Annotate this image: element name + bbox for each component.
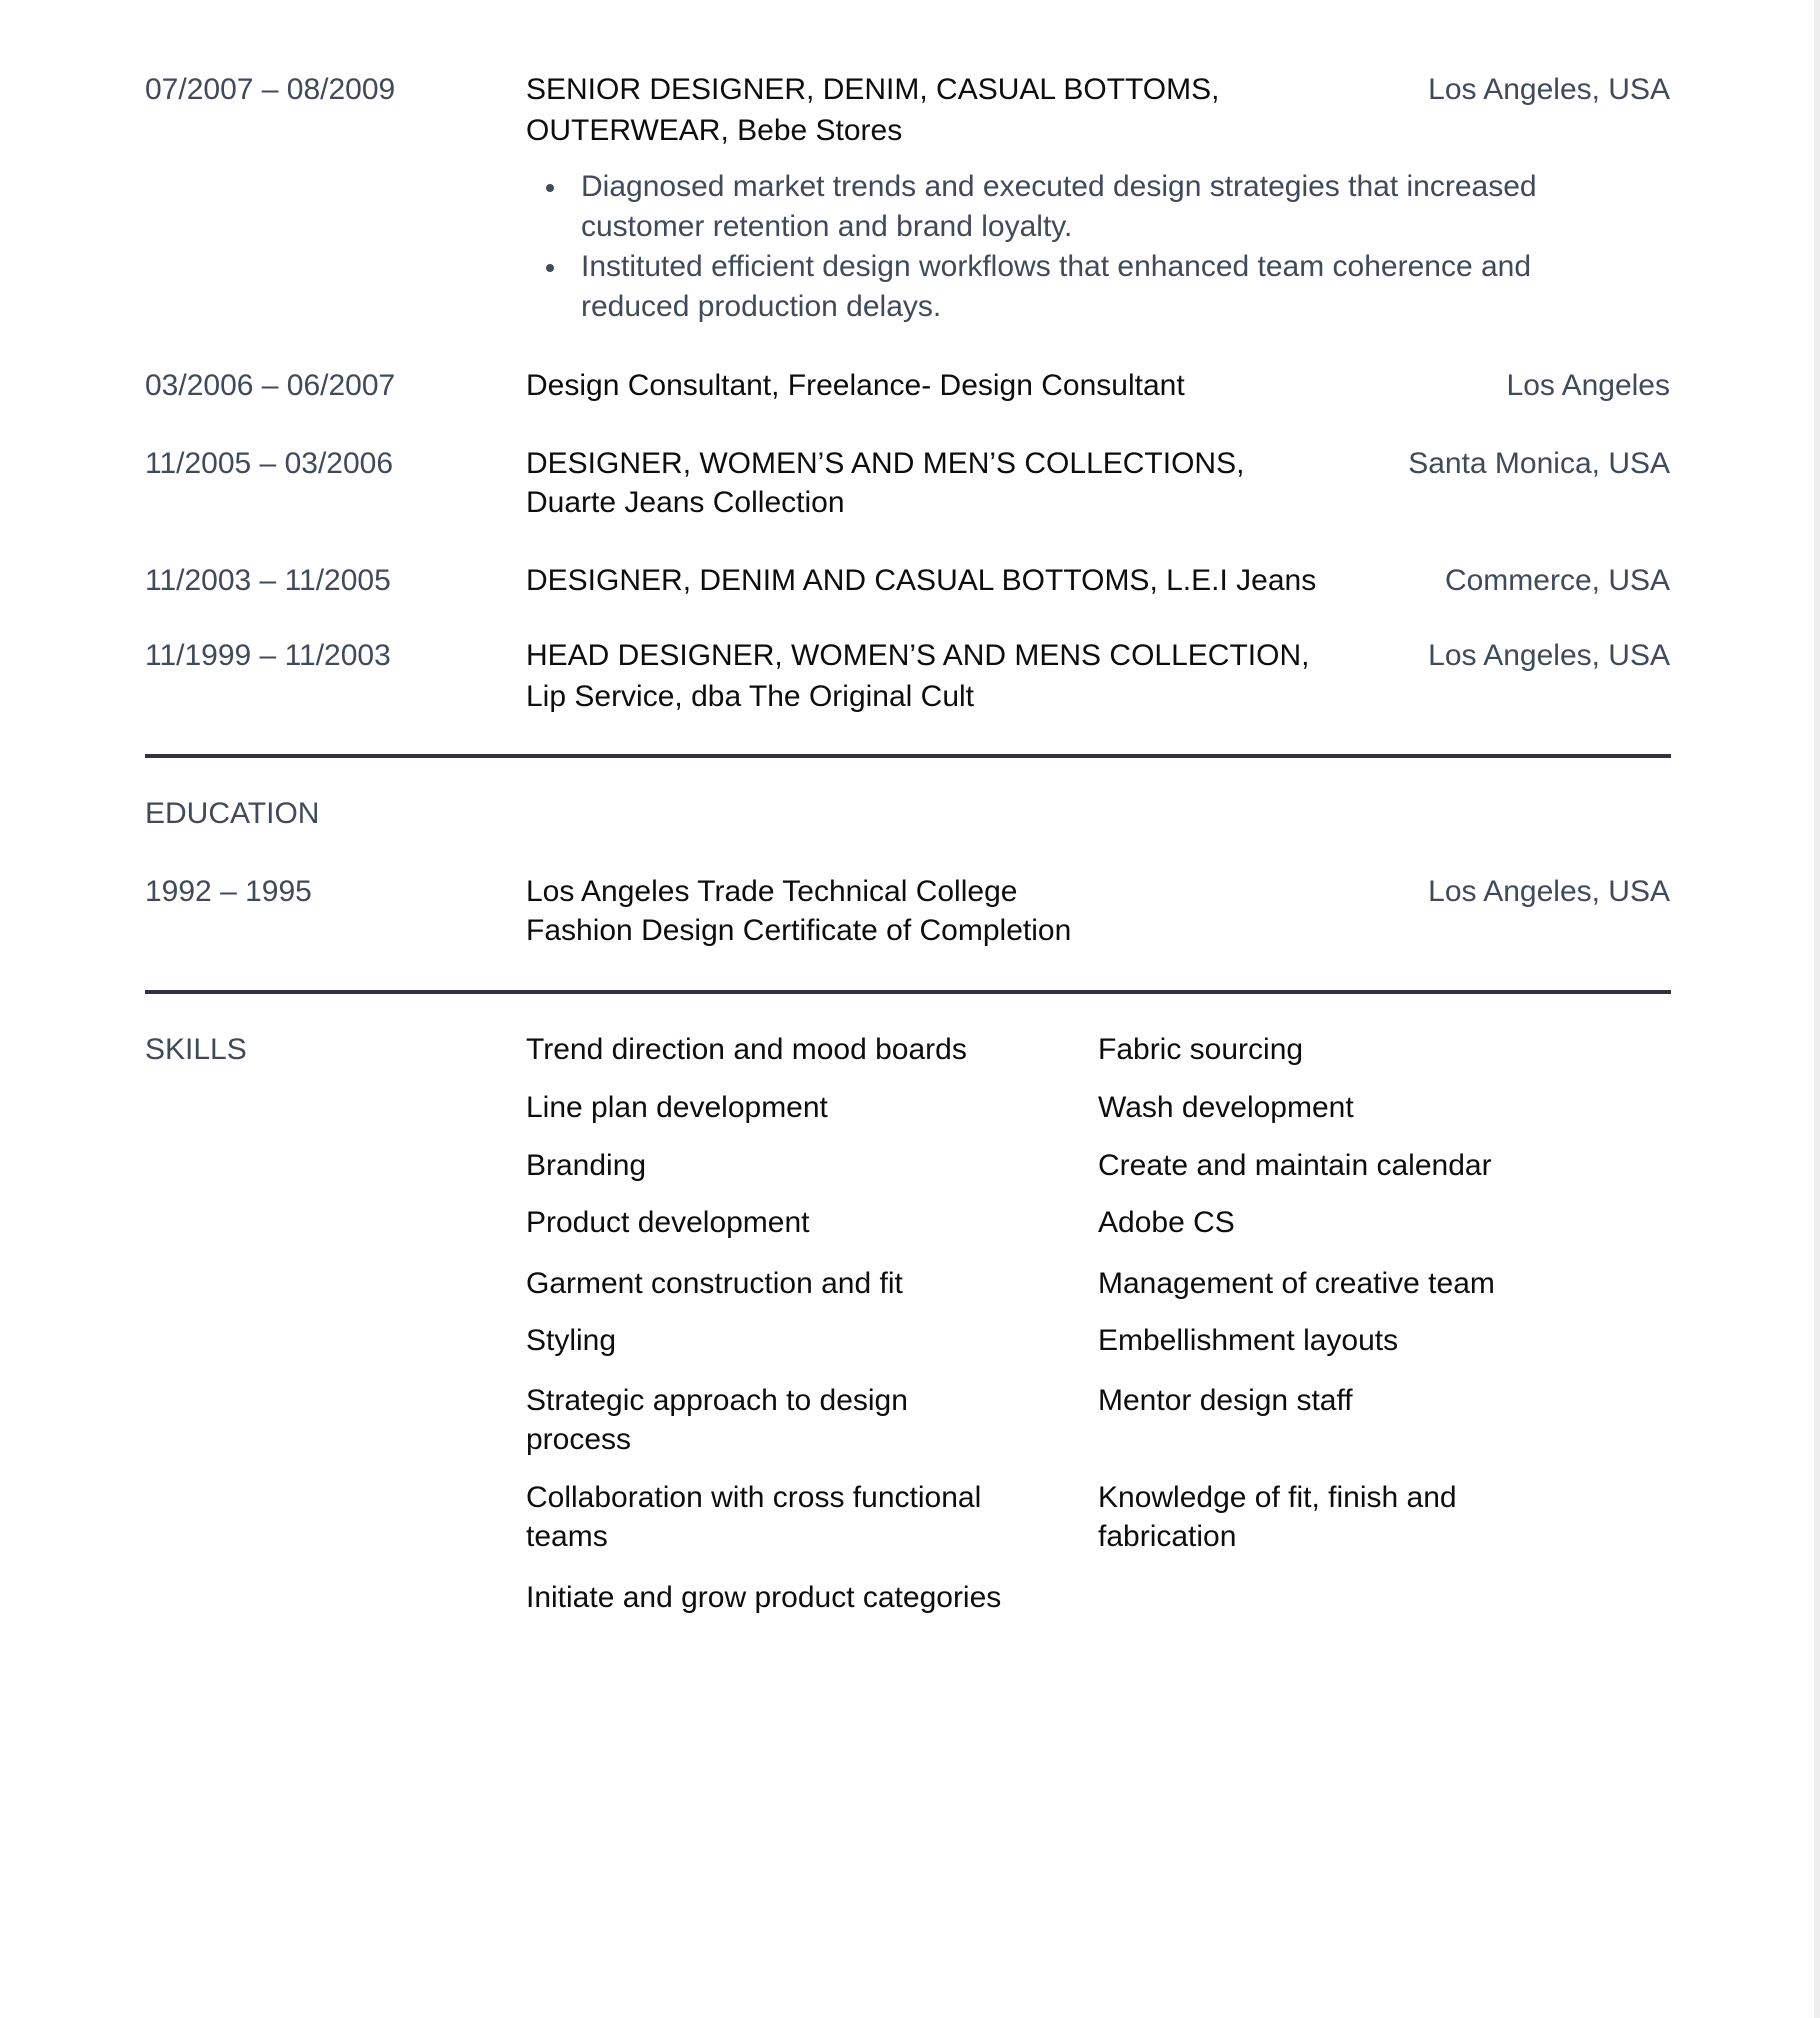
education-school: Los Angeles Trade Technical College — [526, 875, 1018, 908]
section-divider — [145, 990, 1671, 994]
education-heading: EDUCATION — [145, 797, 320, 830]
skill-item: Strategic approach to design process — [526, 1384, 908, 1456]
skill-item: Create and maintain calendar — [1098, 1149, 1492, 1182]
job-location: Los Angeles — [1506, 369, 1670, 402]
job-title: HEAD DESIGNER, WOMEN’S AND MENS COLLECTION, — [526, 639, 1310, 672]
skill-item: Wash development — [1098, 1091, 1354, 1124]
education-dates: 1992 – 1995 — [145, 875, 312, 908]
job-dates: 03/2006 – 06/2007 — [145, 369, 396, 402]
section-divider — [145, 754, 1671, 758]
skill-item: Embellishment layouts — [1098, 1324, 1399, 1357]
skill-item: Adobe CS — [1098, 1206, 1235, 1239]
skill-item: Line plan development — [526, 1091, 828, 1124]
skill-item: Fabric sourcing — [1098, 1033, 1304, 1066]
job-bullets — [526, 167, 1676, 327]
education-location: Los Angeles, USA — [1428, 875, 1670, 908]
job-location: Los Angeles, USA — [1428, 639, 1670, 672]
job-location: Los Angeles, USA — [1428, 73, 1670, 106]
job-title: DESIGNER, WOMEN’S AND MEN’S COLLECTIONS, — [526, 447, 1245, 480]
skill-item: Branding — [526, 1149, 647, 1182]
job-dates: 11/2003 – 11/2005 — [145, 564, 391, 597]
job-dates: 07/2007 – 08/2009 — [145, 73, 396, 106]
bullet-item: Diagnosed market trends and executed design strategies that increased customer retention and brand loyalty. — [526, 167, 1676, 247]
job-location: Santa Monica, USA — [1408, 447, 1670, 480]
skill-item: Mentor design staff — [1098, 1384, 1353, 1417]
job-dates: 11/2005 – 03/2006 — [145, 447, 394, 480]
skill-item: Knowledge of fit, finish and fabrication — [1098, 1481, 1457, 1553]
skill-item: Garment construction and fit — [526, 1267, 903, 1300]
skills-heading: SKILLS — [145, 1033, 247, 1066]
skill-item: Collaboration with cross functional teams — [526, 1481, 982, 1553]
page-edge-shadow — [1814, 0, 1820, 2018]
job-location: Commerce, USA — [1444, 564, 1670, 597]
skill-item: Initiate and grow product categories — [526, 1581, 1002, 1614]
job-title-company: OUTERWEAR, Bebe Stores — [526, 114, 903, 147]
job-title-company: Duarte Jeans Collection — [526, 486, 845, 519]
skill-item: Product development — [526, 1206, 810, 1239]
job-title: SENIOR DESIGNER, DENIM, CASUAL BOTTOMS, — [526, 73, 1220, 106]
bullet-icon — [546, 184, 554, 192]
skill-item: Styling — [526, 1324, 617, 1357]
bullet-icon — [546, 264, 554, 272]
job-title: Design Consultant, Freelance- Design Consultant — [526, 369, 1185, 402]
bullet-item: Instituted efficient design workflows that enhanced team coherence and reduced production delays. — [526, 247, 1676, 327]
job-dates: 11/1999 – 11/2003 — [145, 639, 391, 672]
job-title: DESIGNER, DENIM AND CASUAL BOTTOMS, L.E.I Jeans — [526, 564, 1317, 597]
education-credential: Fashion Design Certificate of Completion — [526, 914, 1072, 947]
skill-item: Trend direction and mood boards — [526, 1033, 967, 1066]
job-title-company: Lip Service, dba The Original Cult — [526, 680, 975, 713]
skill-item: Management of creative team — [1098, 1267, 1495, 1300]
